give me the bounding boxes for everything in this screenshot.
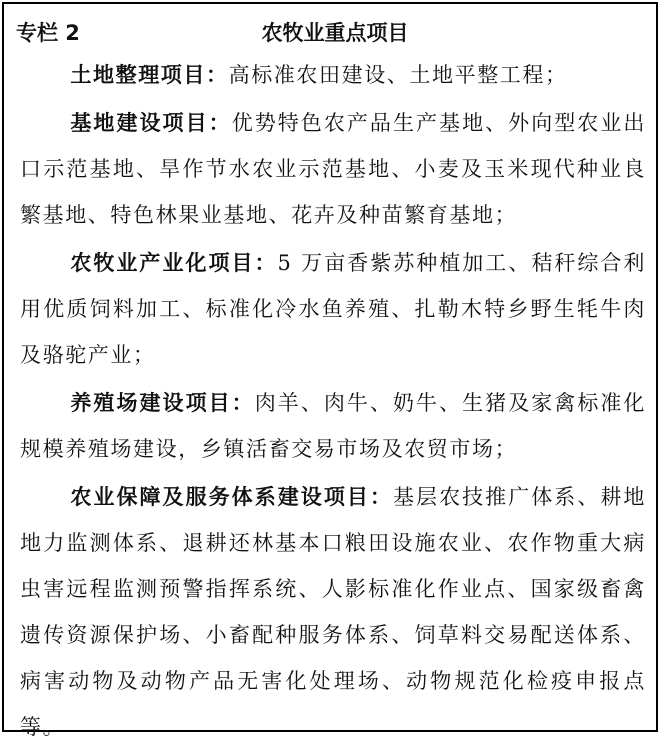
project-name: 基地建设项目： bbox=[70, 111, 232, 135]
project-item-farm-construction bbox=[20, 380, 646, 472]
project-content: 优势特色农产品生产基地、外向型农业出口示范基地、旱作节水农业示范基地、小麦及玉米现代种业良繁基地、特色林果业基地、花卉及种苗繁育基地； bbox=[20, 111, 646, 227]
box-title: 农牧业重点项目 bbox=[261, 21, 409, 45]
project-item-industrialization bbox=[20, 240, 646, 378]
project-item-service-system bbox=[20, 474, 646, 750]
project-content: 基层农技推广体系、耕地地力监测体系、退耕还林基本口粮田设施农业、农作物重大病虫害远程监测预警指挥系统、人影标准化作业点、国家级畜禽遗传资源保护场、小畜配种服务体系、饲草料交易配送体系、病害动物及动物产品无害化处理场、动物规范化检疫申报点等。 bbox=[20, 485, 646, 739]
project-name: 农牧业产业化项目： bbox=[70, 251, 278, 275]
project-name: 农业保障及服务体系建设项目： bbox=[70, 485, 393, 509]
project-content: 5 万亩香紫苏种植加工、秸秆综合利用优质饲料加工、标准化冷水鱼养殖、扎勒木特乡野生牦牛肉及骆驼产业； bbox=[20, 251, 646, 367]
project-content: 高标准农田建设、土地平整工程； bbox=[228, 63, 568, 87]
box-header bbox=[4, 4, 656, 52]
project-name: 土地整理项目： bbox=[70, 63, 229, 87]
project-name: 养殖场建设项目： bbox=[70, 391, 255, 415]
project-item-land-consolidation bbox=[20, 52, 646, 98]
column-box bbox=[2, 2, 658, 739]
project-content: 肉羊、肉牛、奶牛、生猪及家禽标准化规模养殖场建设，乡镇活畜交易市场及农贸市场； bbox=[20, 391, 646, 461]
project-item-base-construction bbox=[20, 100, 646, 238]
column-label: 专栏 2 bbox=[16, 21, 80, 45]
project-list bbox=[4, 52, 656, 750]
